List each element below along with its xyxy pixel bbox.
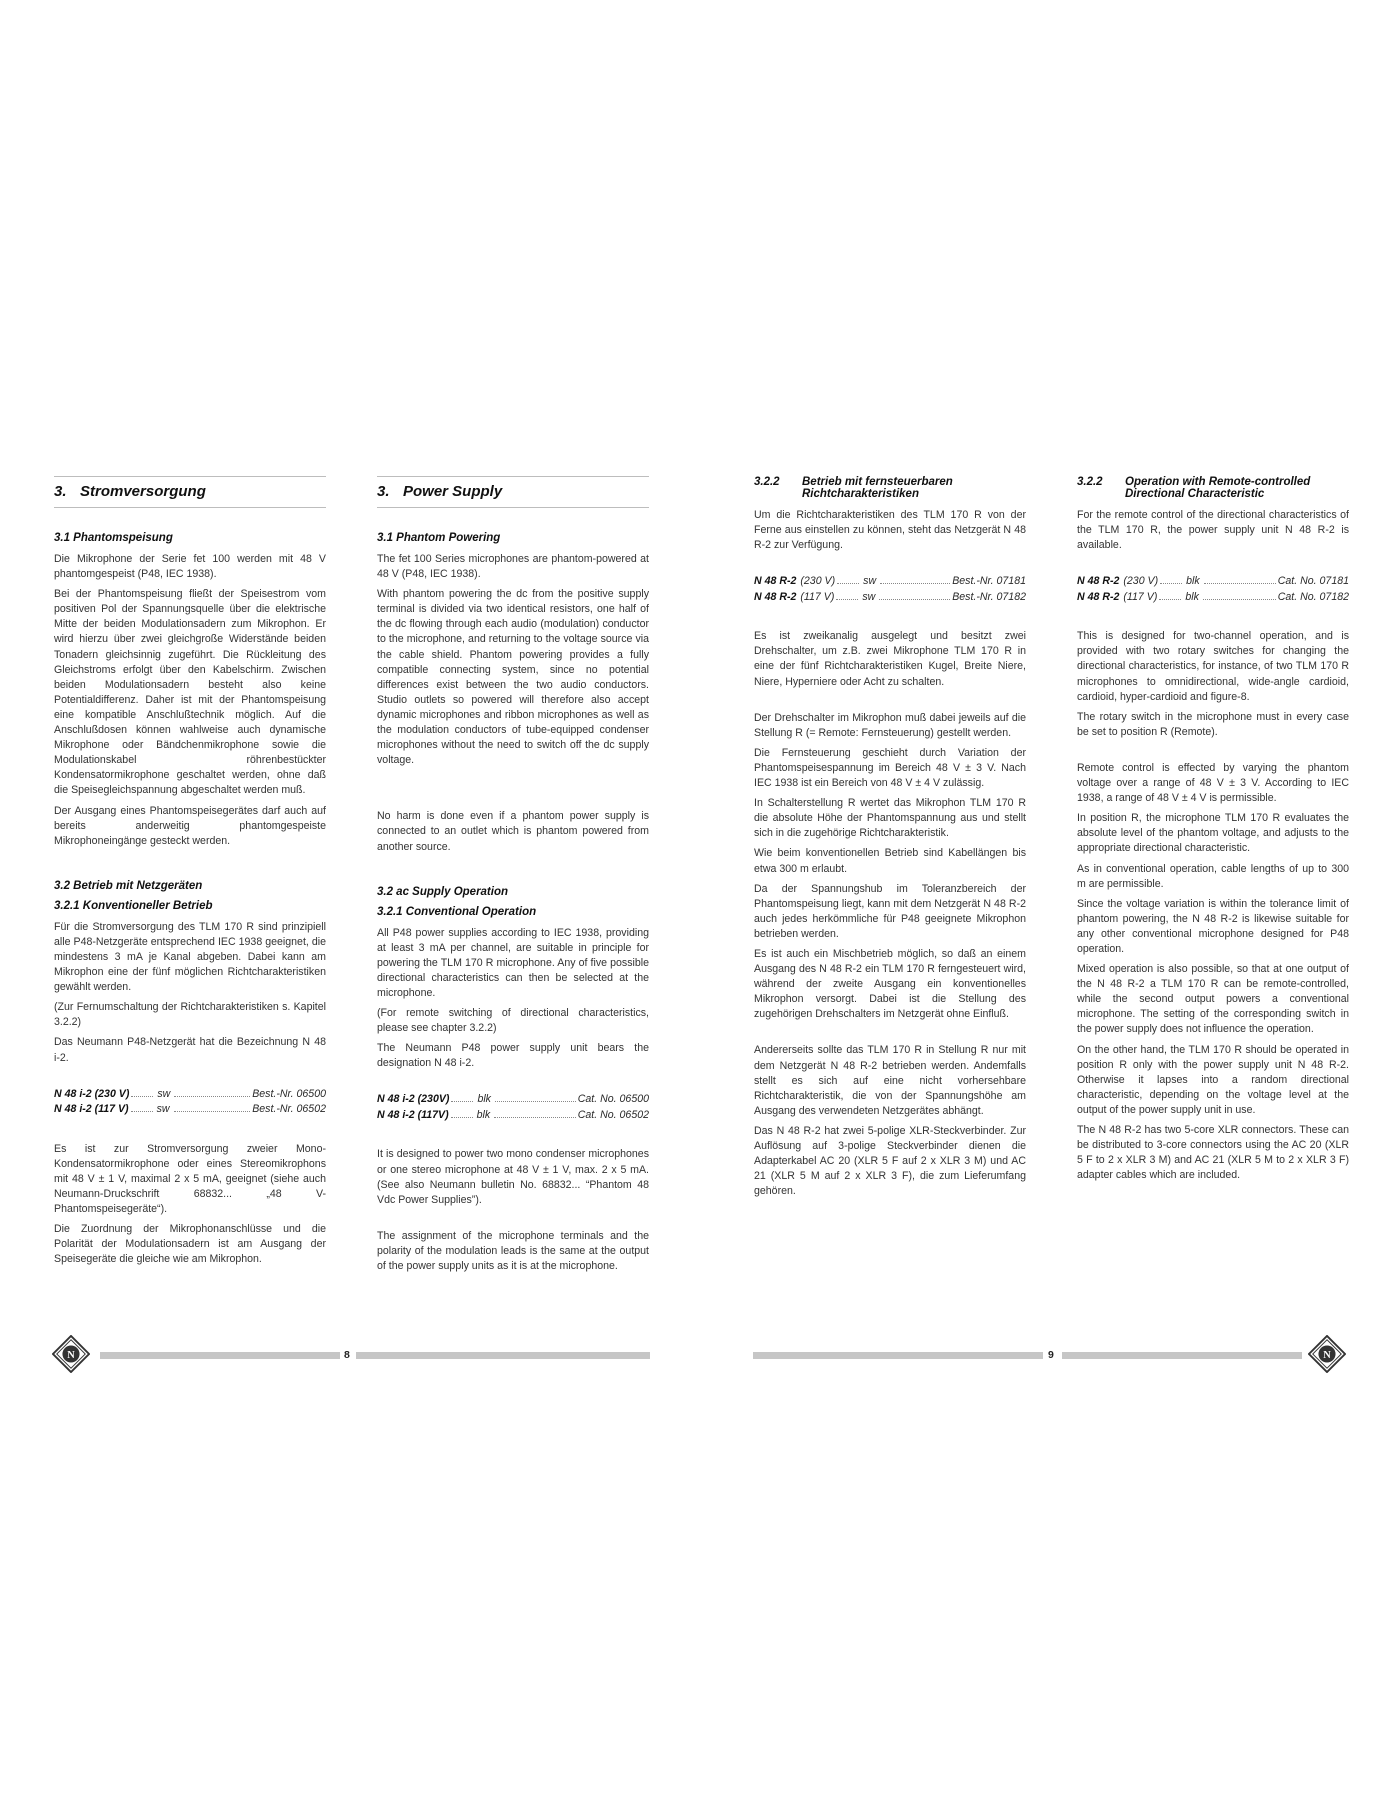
column-en-left bbox=[377, 476, 649, 1279]
paragraph: Mixed operation is also possible, so that at one output of the N 48 R-2 a TLM 170 R can be remote-controlled, while the second output powers a conventional microphone. The setting of the corresponding switch in the power supply does not influence the operation. bbox=[1077, 963, 1349, 1036]
order-row: N 48 R-2 (230 V) sw Best.-Nr. 07181 bbox=[754, 575, 1026, 588]
paragraph: Die Fernsteuerung geschieht durch Variation der Phantomspeisespannung im Bereich 48 V ± 3 V. Nach IEC 1938 ist ein Bereich von 48 V ± 4 V zulässig. bbox=[754, 746, 1026, 790]
order-list bbox=[754, 574, 1026, 605]
paragraph: In position R, the microphone TLM 170 R evaluates the absolute level of the phantom voltage, and adjusts to the appropriate directional characteristic. bbox=[1077, 812, 1349, 855]
subsection-heading: 3.1 Phantomspeisung bbox=[54, 532, 173, 544]
paragraph: No harm is done even if a phantom power supply is connected to an outlet which is phantom powered from another source. bbox=[377, 810, 649, 853]
neumann-logo-icon bbox=[52, 1335, 90, 1373]
page-number: 9 bbox=[1048, 1349, 1054, 1361]
top-rule bbox=[54, 476, 326, 477]
order-row: N 48 i-2 (117V) blk Cat. No. 06502 bbox=[377, 1108, 649, 1121]
paragraph: The fet 100 Series microphones are phantom-powered at 48 V (P48, IEC 1938). bbox=[377, 553, 649, 581]
paragraph: As in conventional operation, cable lengths of up to 300 m are permissible. bbox=[1077, 862, 1349, 890]
svg-text:N: N bbox=[1323, 1349, 1331, 1361]
paragraph: The rotary switch in the microphone must in every case be set to position R (Remote). bbox=[1077, 710, 1349, 738]
paragraph: Um die Richtcharakteristiken des TLM 170 R von der Ferne aus einstellen zu können, steht das Netzgerät N 48 R-2 zur Verfügung. bbox=[754, 509, 1026, 552]
footer-bar bbox=[1062, 1352, 1302, 1359]
paragraph: The Neumann P48 power supply unit bears the designation N 48 i-2. bbox=[377, 1042, 649, 1070]
column-de-right bbox=[754, 476, 1026, 1204]
subsection-heading: 3.2.1 Conventional Operation bbox=[377, 905, 537, 918]
subsection-heading: 3.2.1 Konventioneller Betrieb bbox=[54, 899, 213, 912]
paragraph: For the remote control of the directional characteristics of the TLM 170 R, the power supply unit N 48 R-2 is available. bbox=[1077, 509, 1349, 552]
paragraph: Remote control is effected by varying the phantom voltage over a range of 48 V ± 3 V. According to IEC 1938, a range of 48 V ± 4 V is permissible. bbox=[1077, 761, 1349, 805]
paragraph: Es ist zweikanalig ausgelegt und besitzt zwei Drehschalter, um z.B. zwei Mikrophone TLM 170 R in eine der fünf Richtcharakteristiken Kugel, Breite Niere, Niere, Hyperniere oder Acht zu schalten. bbox=[754, 630, 1026, 688]
paragraph: The assignment of the microphone terminals and the polarity of the modulation leads is the same at the output of the power supply units as it is at the microphone. bbox=[377, 1229, 649, 1272]
order-list bbox=[377, 1092, 649, 1123]
order-list bbox=[1077, 574, 1349, 605]
paragraph: It is designed to power two mono condenser microphones or one stereo microphone at 48 V ± 1 V, max. 2 x 5 mA. (See also Neumann bulletin No. 68832... “Phantom 48 Vdc Power Supplies”). bbox=[377, 1148, 649, 1206]
paragraph: All P48 power supplies according to IEC 1938, providing at least 3 mA per channel, are suitable in principle for powering the TLM 170 R microphone. Any of five possible directional characteristics can then be selected at the microphone. bbox=[377, 926, 649, 999]
order-row: N 48 i-2 (117 V) sw Best.-Nr. 06502 bbox=[54, 1103, 326, 1116]
paragraph: Die Mikrophone der Serie fet 100 werden mit 48 V phantomgespeist (P48, IEC 1938). bbox=[54, 553, 326, 581]
order-list bbox=[54, 1087, 326, 1118]
column-en-right bbox=[1077, 476, 1349, 1188]
subsection-heading: 3.2 Betrieb mit Netzgeräten bbox=[54, 879, 203, 892]
footer-bar bbox=[100, 1352, 340, 1359]
paragraph: Da der Spannungshub im Toleranzbereich der Phantomspeisung liegt, kann mit dem Netzgerät N 48 R-2 auch jedes herkömmliche für P48 geeignete Mikrophon betrieben werden. bbox=[754, 882, 1026, 940]
paragraph: (Zur Fernumschaltung der Richtcharakteristiken s. Kapitel 3.2.2) bbox=[54, 1001, 326, 1029]
neumann-logo-icon bbox=[1308, 1335, 1346, 1373]
paragraph: Es ist auch ein Mischbetrieb möglich, so daß an einem Ausgang des N 48 R-2 ein TLM 170 R ferngesteuert wird, während der zweite Ausgang ein konventionelles Mikrophon versorgt. Dabei ist die Stellung des zugehörigen Drehschalters im Netzgerät ohne Einfluß. bbox=[754, 947, 1026, 1021]
paragraph: Bei der Phantomspeisung fließt der Speisestrom vom positiven Pol der Spannungsquelle über die elektrische Mitte der beiden Modulationsadern zum Mikrophon. Er wird hierzu über zwei gleichgroße Widerstände beiden Tonadern gleichsinnig zugeführt. Die Rückleitung des Gleichstroms erfolgt über den Kabelschirm. Zwischen beiden Modulationsadern besteht also keine Potentialdifferenz. Daher ist mit der Phantomspeisung eine kompatible Anschlußtechnik möglich. Auf die Anschlußdosen können wahlweise auch dynamische Mikrophone oder Bändchenmikrophone sowie die Modulationskabel röhrenbestückter Kondensatormikrophone geschaltet werden, ohne daß die Speisegleichspannung abgeschaltet werden muß. bbox=[54, 588, 326, 797]
top-rule bbox=[377, 476, 649, 477]
paragraph: Das Neumann P48-Netzgerät hat die Bezeichnung N 48 i-2. bbox=[54, 1036, 326, 1064]
page-number: 8 bbox=[344, 1349, 350, 1361]
paragraph: Das N 48 R-2 hat zwei 5-polige XLR-Steckverbinder. Zur Auflösung auf 3-polige Steckverbinder dienen die Adapterkabel AC 20 (XLR 5 F auf 2 x XLR 3 M) und AC 21 (XLR 5 M auf 2 x XLR 3 F), die zum Lieferumfang gehören. bbox=[754, 1124, 1026, 1198]
paragraph: Der Ausgang eines Phantomspeisegerätes darf auch auf bereits anderweitig phantomgespeiste Mikrophoneingänge gesteckt werden. bbox=[54, 804, 326, 847]
paragraph: In Schalterstellung R wertet das Mikrophon TLM 170 R die absolute Höhe der Phantomspannung aus und stellt sich in die zugehörige Richtcharakteristik. bbox=[754, 797, 1026, 840]
subsection-heading: 3.2.2 Betrieb mit fernsteuerbaren Richtcharakteristiken bbox=[754, 476, 953, 500]
order-row: N 48 R-2 (230 V) blk Cat. No. 07181 bbox=[1077, 575, 1349, 588]
order-row: N 48 i-2 (230 V) sw Best.-Nr. 06500 bbox=[54, 1087, 326, 1100]
paragraph: On the other hand, the TLM 170 R should be operated in position R only with the power supply unit N 48 R-2. Otherwise it lapses into a random directional characteristic, depending on the voltage level at the output of the power supply unit in use. bbox=[1077, 1043, 1349, 1116]
paragraph: With phantom powering the dc from the positive supply terminal is divided via two identical resistors, one half of the dc flowing through each audio (modulation) conductor to the microphone, and returning to the voltage source via the cable shield. Phantom powering provides a fully compatible connecting system, since no potential differences exist between the two audio conductors. Studio outlets so powered will therefore also accept dynamic microphones and ribbon microphones as well as the modulation conductors of tube-equipped condenser microphones without the need to switch off the dc supply voltage. bbox=[377, 588, 649, 767]
section-title: 3. Stromversorgung bbox=[54, 483, 326, 508]
paragraph: Die Zuordnung der Mikrophonanschlüsse und die Polarität der Modulationsadern ist am Ausgang der Speisegeräte die gleiche wie am Mikrophon. bbox=[54, 1223, 326, 1266]
section-title: 3. Power Supply bbox=[377, 483, 649, 508]
paragraph: (For remote switching of directional characteristics, please see chapter 3.2.2) bbox=[377, 1007, 649, 1035]
subsection-heading: 3.1 Phantom Powering bbox=[377, 532, 501, 544]
footer-bar bbox=[356, 1352, 650, 1359]
order-row: N 48 R-2 (117 V) sw Best.-Nr. 07182 bbox=[754, 590, 1026, 603]
paragraph: Der Drehschalter im Mikrophon muß dabei jeweils auf die Stellung R (= Remote: Fernsteuerung) gestellt werden. bbox=[754, 711, 1026, 739]
subsection-heading: 3.2.2 Operation with Remote-controlled Directional Characteristic bbox=[1077, 476, 1311, 500]
paragraph: Andererseits sollte das TLM 170 R in Stellung R nur mit dem Netzgerät N 48 R-2 betrieben werden. Andemfalls stellt es sich auf eine nicht vorhersehbare Richtcharakteristik, die von der Spannungshöhe am Ausgang des verwendeten Netzgerätes abhängt. bbox=[754, 1044, 1026, 1117]
paragraph: Für die Stromversorgung des TLM 170 R sind prinzipiell alle P48-Netzgeräte entsprechend IEC 1938 geeignet, die mindestens 3 mA je Kanal abgeben. Dabei kann am Mikrophon eine der fünf möglichen Richtcharakteristiken gewählt werden. bbox=[54, 920, 326, 994]
column-de-left bbox=[54, 476, 326, 1272]
paragraph: This is designed for two-channel operation, and is provided with two rotary switches for changing the directional characteristics, for instance, of two TLM 170 R microphones to omnidirectional, wide-angle cardioid, cardioid, hyper-cardioid and figure-8. bbox=[1077, 630, 1349, 703]
footer-bar bbox=[753, 1352, 1043, 1359]
paragraph: Es ist zur Stromversorgung zweier Mono-Kondensatormikrophone oder eines Stereomikrophons mit 48 V ± 1 V, maximal 2 x 5 mA, geeignet (siehe auch Neumann-Druckschrift 68832... „48 V-Phantomspeisegeräte“). bbox=[54, 1142, 326, 1215]
paragraph: Since the voltage variation is within the tolerance limit of phantom powering, the N 48 R-2 is likewise suitable for any other conventional microphone designed for P48 operation. bbox=[1077, 897, 1349, 955]
svg-text:N: N bbox=[67, 1349, 75, 1361]
order-row: N 48 i-2 (230V) blk Cat. No. 06500 bbox=[377, 1093, 649, 1106]
paragraph: Wie beim konventionellen Betrieb sind Kabellängen bis etwa 300 m erlaubt. bbox=[754, 847, 1026, 875]
paragraph: The N 48 R-2 has two 5-core XLR connectors. These can be distributed to 3-core connectors using the AC 20 (XLR 5 F to 2 x XLR 3 M) and AC 21 (XLR 5 M to 2 x XLR 3 F) adapter cables which are included. bbox=[1077, 1124, 1349, 1182]
subsection-heading: 3.2 ac Supply Operation bbox=[377, 885, 509, 898]
order-row: N 48 R-2 (117 V) blk Cat. No. 07182 bbox=[1077, 590, 1349, 603]
